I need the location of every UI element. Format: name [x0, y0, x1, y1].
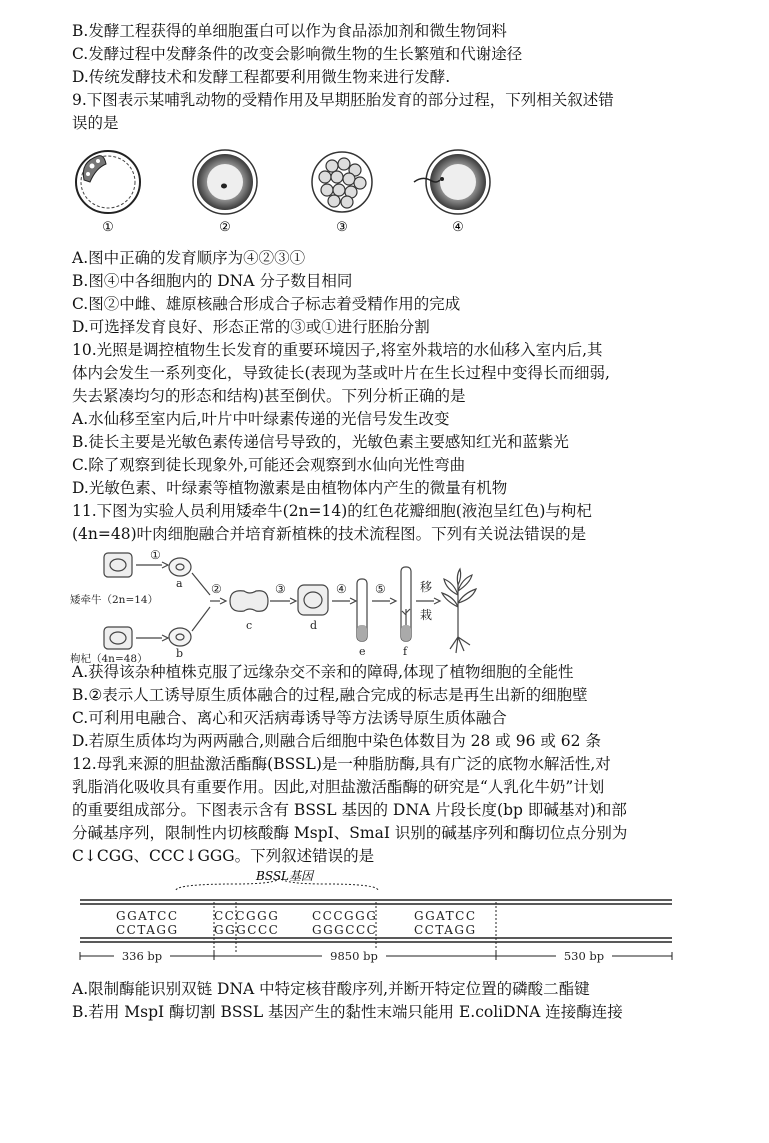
q11-option-b: B.②表示人工诱导原生质体融合的过程,融合完成的标志是再生出新的细胞壁 — [72, 686, 588, 704]
q12-option-a: A.限制酶能识别双链 DNA 中特定核苷酸序列,并断开特定位置的磷酸二酯键 — [72, 980, 590, 998]
q10-option-a: A.水仙移至室内后,叶片中叶绿素传递的光信号发生改变 — [72, 410, 450, 428]
q8-option-d: D.传统发酵技术和发酵工程都要利用微生物来进行发酵. — [72, 68, 451, 86]
fertilization-stage — [414, 150, 490, 214]
blastocyst-stage — [76, 151, 140, 213]
q10-stem-line3: 失去紧凑均匀的形态和结构)甚至倒伏。下列分析正确的是 — [72, 387, 466, 405]
fig-label-2: ② — [219, 220, 231, 235]
step-1-label: ① — [150, 548, 161, 562]
q12-stem-line5: C↓CGG、CCC↓GGG。下列叙述错误的是 — [72, 847, 375, 865]
q10-stem-line1: 10.光照是调控植物生长发育的重要环境因子,将室外栽培的水仙移入室内后,其 — [72, 341, 603, 359]
cell-fusion-flowchart — [70, 545, 500, 663]
bssl-dna-fragment-figure — [76, 868, 676, 972]
embryo-development-figure — [70, 142, 510, 238]
protoplast-b — [169, 628, 191, 646]
seq-bottom-1: CCTAGG — [116, 923, 179, 937]
fused-cell-c — [230, 591, 268, 612]
q11-option-a: A.获得该杂种植株克服了远缘杂交不亲和的障碍,体现了植物细胞的全能性 — [72, 663, 574, 681]
q12-stem-line1: 12.母乳来源的胆盐激活酯酶(BSSL)是一种脂肪酶,具有广泛的底物水解活性,对 — [72, 755, 611, 773]
seq-top-3: CCCGGG — [312, 909, 378, 923]
letter-b: b — [176, 647, 184, 660]
q9-option-c: C.图②中雌、雄原核融合形成合子标志着受精作用的完成 — [72, 295, 461, 313]
q9-option-b: B.图④中各细胞内的 DNA 分子数目相同 — [72, 272, 353, 290]
q11-stem-line1: 11.下图为实验人员利用矮牵牛(2n=14)的红色花瓣细胞(液泡呈红色)与枸杞 — [72, 502, 592, 520]
seq-top-1: GGATCC — [116, 909, 179, 923]
wolfberry-cell — [104, 627, 132, 649]
q12-stem-line2: 乳脂消化吸收具有重要作用。因此,对胆盐激活酯酶的研究是“人乳化牛奶”计划 — [72, 778, 605, 796]
length-336: 336 bp — [121, 949, 163, 963]
length-530: 530 bp — [563, 949, 605, 963]
q12-option-b: B.若用 MspI 酶切割 BSSL 基因产生的黏性末端只能用 E.coliDNA 连接酶连接 — [72, 1003, 623, 1021]
letter-f: f — [403, 645, 408, 658]
length-9850: 9850 bp — [330, 949, 378, 963]
step-3-label: ③ — [275, 582, 286, 596]
petunia-label: 矮牵牛（2n=14） — [70, 594, 159, 606]
letter-e: e — [359, 645, 366, 658]
seq-top-4: GGATCC — [414, 909, 477, 923]
q10-option-b: B.徒长主要是光敏色素传递信号导致的，光敏色素主要感知红光和蓝紫光 — [72, 433, 569, 451]
q12-stem-line3: 的重要组成部分。下图表示含有 BSSL 基因的 DNA 片段长度(bp 即碱基对)和部 — [72, 801, 627, 819]
q9-option-d: D.可选择发育良好、形态正常的③或①进行胚胎分割 — [72, 318, 430, 336]
seq-bottom-2: GGGCCC — [214, 923, 280, 937]
bssl-gene-label: BSSL基因 — [256, 869, 314, 883]
q11-option-d: D.若原生质体均为两两融合,则融合后细胞中染色体数目为 28 或 96 或 62 条 — [72, 732, 601, 750]
q11-option-c: C.可利用电融合、离心和灭活病毒诱导等方法诱导原生质体融合 — [72, 709, 507, 727]
seq-top-2: CCCGGG — [214, 909, 280, 923]
letter-d: d — [310, 619, 318, 632]
fig-label-4: ④ — [452, 220, 464, 235]
step-5-label: ⑤ — [375, 582, 386, 596]
regenerated-plant — [442, 569, 476, 653]
zygote-stage — [193, 150, 257, 214]
letter-a: a — [176, 577, 183, 590]
seq-bottom-4: CCTAGG — [414, 923, 477, 937]
transplant-label-1: 移 — [420, 580, 433, 594]
step-4-label: ④ — [336, 582, 347, 596]
transplant-label-2: 栽 — [420, 608, 433, 622]
step-2-label: ② — [211, 582, 222, 596]
q9-stem-line2: 误的是 — [72, 114, 119, 132]
q9-option-a: A.图中正确的发育顺序为④②③① — [72, 249, 306, 267]
morula-stage — [312, 152, 372, 212]
q8-option-c: C.发酵过程中发酵条件的改变会影响微生物的生长繁殖和代谢途径 — [72, 45, 523, 63]
protoplast-a — [169, 558, 191, 576]
fig-label-1: ① — [102, 220, 114, 235]
q8-option-b: B.发酵工程获得的单细胞蛋白可以作为食品添加剂和微生物饲料 — [72, 22, 507, 40]
q12-stem-line4: 分碱基序列，限制性内切核酸酶 MspI、SmaI 识别的碱基序列和酶切位点分别为 — [72, 824, 628, 842]
seq-bottom-3: GGGCCC — [312, 923, 378, 937]
q10-option-d: D.光敏色素、叶绿素等植物激素是由植物体内产生的微量有机物 — [72, 479, 508, 497]
fig-label-3: ③ — [336, 220, 348, 235]
q10-option-c: C.除了观察到徒长现象外,可能还会观察到水仙向光性弯曲 — [72, 456, 466, 474]
letter-c: c — [246, 619, 253, 632]
hybrid-cell-d — [298, 585, 328, 615]
q11-stem-line2: (4n=48)叶肉细胞融合并培育新植株的技术流程图。下列有关说法错误的是 — [72, 525, 587, 543]
petunia-cell — [104, 553, 132, 577]
wolfberry-label: 枸杞（4n=48） — [70, 653, 148, 663]
q9-stem-line1: 9.下图表示某哺乳动物的受精作用及早期胚胎发育的部分过程，下列相关叙述错 — [72, 91, 614, 109]
q10-stem-line2: 体内会发生一系列变化，导致徒长(表现为茎或叶片在生长过程中变得长而细弱, — [72, 364, 610, 382]
